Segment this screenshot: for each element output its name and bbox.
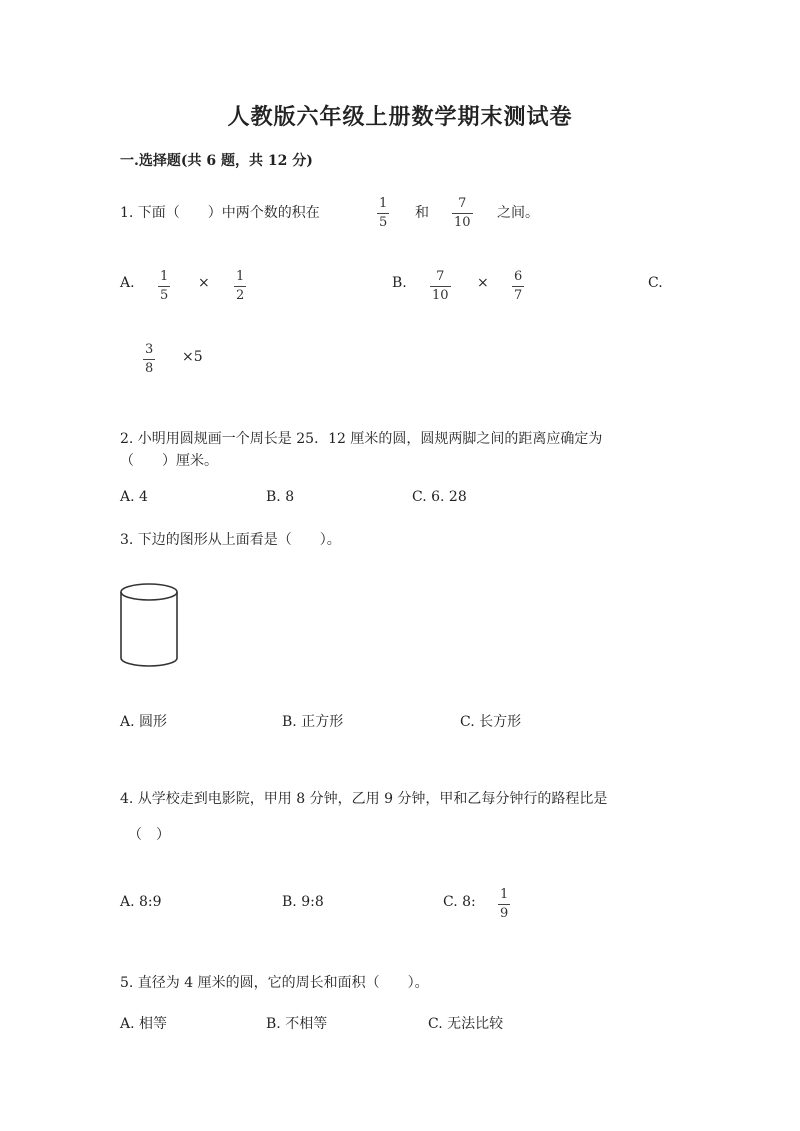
q1-option-a-label: A. [120, 275, 135, 291]
section-heading: 一.选择题(共 6 题，共 12 分) [120, 153, 313, 169]
q4-option-c: C. 8: [443, 894, 476, 910]
q1-option-a-fraction-1: 1 5 [160, 269, 169, 303]
q5-stem: 5. 直径为 4 厘米的圆，它的周长和面积（ ）。 [120, 975, 429, 991]
q1-option-c-rest: ×5 [182, 349, 203, 365]
q3-stem: 3. 下边的图形从上面看是（ ）。 [120, 532, 341, 548]
q4-option-a: A. 8:9 [120, 894, 162, 910]
q3-option-a: A. 圆形 [120, 714, 168, 730]
q1-option-c-label: C. [648, 275, 663, 291]
q1-option-b-label: B. [392, 275, 407, 291]
q1-option-c-fraction: 3 8 [145, 342, 154, 376]
q1-option-b-fraction-1: 7 10 [432, 269, 449, 303]
q2-option-c: C. 6. 28 [412, 489, 467, 505]
q1-option-b-fraction-2: 6 7 [514, 269, 523, 303]
q1-stem-start: 1. 下面（ ）中两个数的积在 [120, 205, 320, 221]
q1-stem-end: 之间。 [497, 205, 539, 221]
page-title: 人教版六年级上册数学期末测试卷 [227, 104, 573, 130]
q1-fraction-upper: 7 10 [454, 196, 471, 230]
cylinder-figure [115, 578, 185, 673]
q1-and: 和 [415, 205, 429, 221]
q2-option-a: A. 4 [120, 489, 148, 505]
q4-option-b: B. 9:8 [282, 894, 324, 910]
q4-option-c-fraction: 1 9 [500, 887, 509, 921]
q1-option-a-times: × [198, 275, 210, 291]
q2-option-b: B. 8 [266, 489, 295, 505]
q2-stem-line-1: 2. 小明用圆规画一个周长是 25．12 厘米的圆，圆规两脚之间的距离应确定为 [120, 431, 603, 447]
q3-option-b: B. 正方形 [282, 714, 344, 730]
q1-option-a-fraction-2: 1 2 [236, 269, 245, 303]
q5-option-a: A. 相等 [120, 1016, 168, 1032]
q1-option-b-times: × [477, 275, 489, 291]
q4-stem-line-2: （ ） [128, 827, 170, 843]
q3-option-c: C. 长方形 [460, 714, 522, 730]
q4-stem-line-1: 4. 从学校走到电影院，甲用 8 分钟，乙用 9 分钟，甲和乙每分钟行的路程比是 [120, 791, 608, 807]
q2-stem-line-2: （ ）厘米。 [120, 453, 218, 469]
q5-option-c: C. 无法比较 [428, 1016, 504, 1032]
q1-fraction-lower: 1 5 [379, 196, 388, 230]
q5-option-b: B. 不相等 [266, 1016, 328, 1032]
